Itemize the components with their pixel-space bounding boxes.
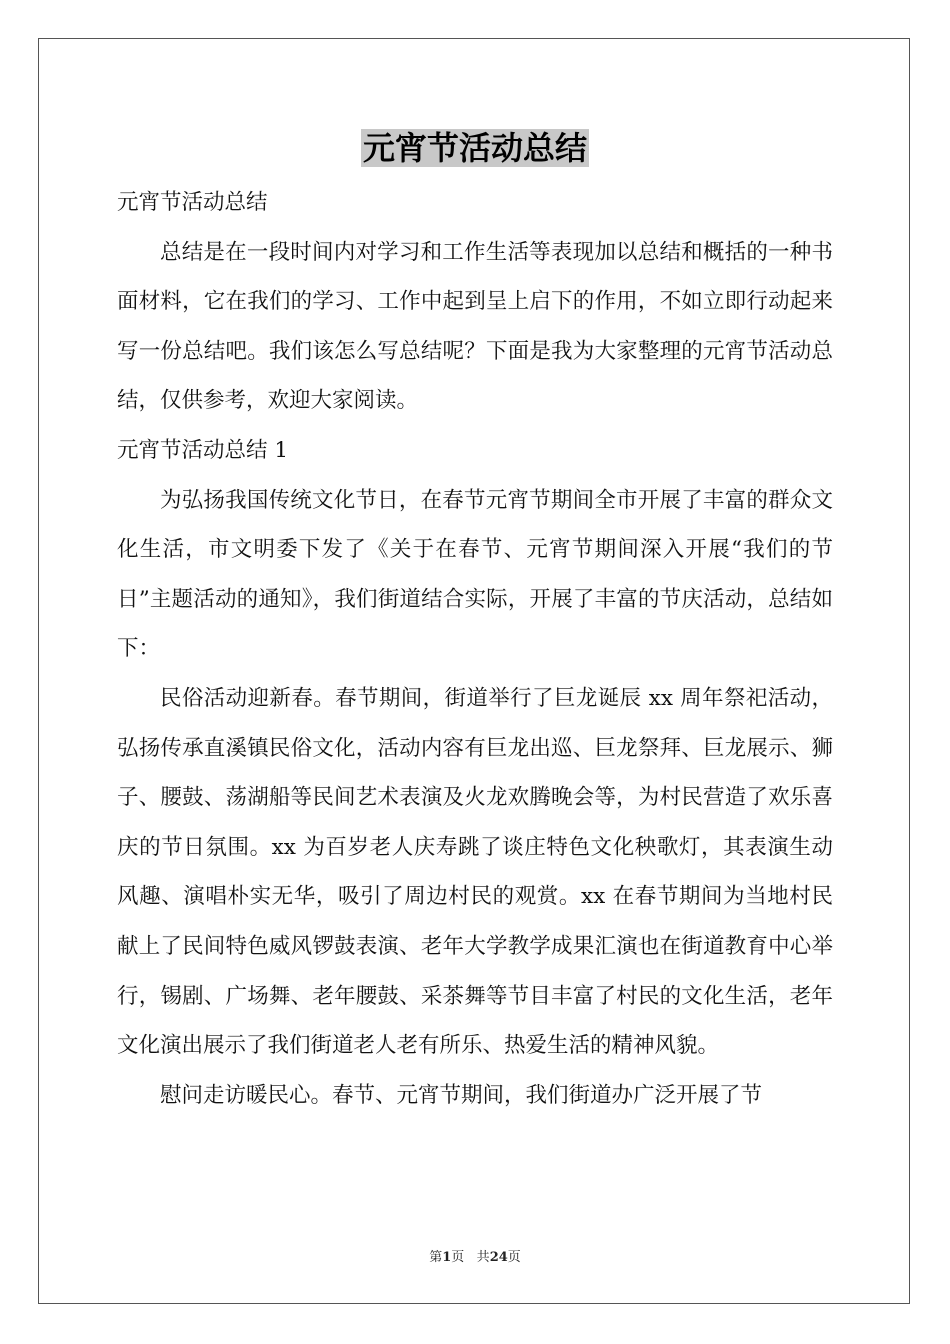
total-pages: 24	[489, 1250, 508, 1265]
paragraph: 元宵节活动总结	[117, 190, 268, 215]
section-heading: 元宵节活动总结 1	[117, 437, 289, 463]
page-prefix: 第	[429, 1250, 443, 1265]
paragraph: 民俗活动迎新春。春节期间，街道举行了巨龙诞辰 xx 周年祭祀活动，弘扬传承直溪镇民俗文化，活动内容有巨龙出巡、巨龙祭拜、巨龙展示、狮子、腰鼓、荡湖船等民间艺术表演及火龙欢腾晚会等，为村民营造了欢乐喜庆的节日氛围。xx 为百岁老人庆寿跳了谈庄特色文化秧歌灯，其表演生动风趣、演唱朴实无华，吸引了周边村民的观赏。xx 在春节期间为当地村民献上了民间特色威风锣鼓表演、老年大学教学成果汇演也在街道教育中心举行，锡剧、广场舞、老年腰鼓、采茶舞等节目丰富了村民的文化生活，老年文化演出展示了我们街道老人老有所乐、热爱生活的精神风貌。	[117, 685, 833, 1059]
page-footer	[0, 1246, 950, 1265]
paragraph: 总结是在一段时间内对学习和工作生活等表现加以总结和概括的一种书面材料，它在我们的学习、工作中起到呈上启下的作用，不如立即行动起来写一份总结吧。我们该怎么写总结呢？下面是我为大家整理的元宵节活动总结，仅供参考，欢迎大家阅读。	[117, 239, 833, 414]
document-title	[0, 122, 950, 174]
page-suffix: 页	[451, 1250, 465, 1265]
total-suffix: 页	[507, 1250, 521, 1265]
total-prefix: 共	[476, 1250, 490, 1265]
document-body	[117, 178, 833, 1120]
title-text: 元宵节活动总结	[362, 129, 587, 167]
paragraph: 慰问走访暖民心。春节、元宵节期间，我们街道办广泛开展了节	[160, 1082, 763, 1108]
paragraph: 为弘扬我国传统文化节日，在春节元宵节期间全市开展了丰富的群众文化生活，市文明委下发了《关于在春节、元宵节期间深入开展“我们的节日”主题活动的通知》，我们街道结合实际，开展了丰富的节庆活动，总结如下：	[117, 487, 833, 662]
page-number: 1	[442, 1250, 452, 1265]
